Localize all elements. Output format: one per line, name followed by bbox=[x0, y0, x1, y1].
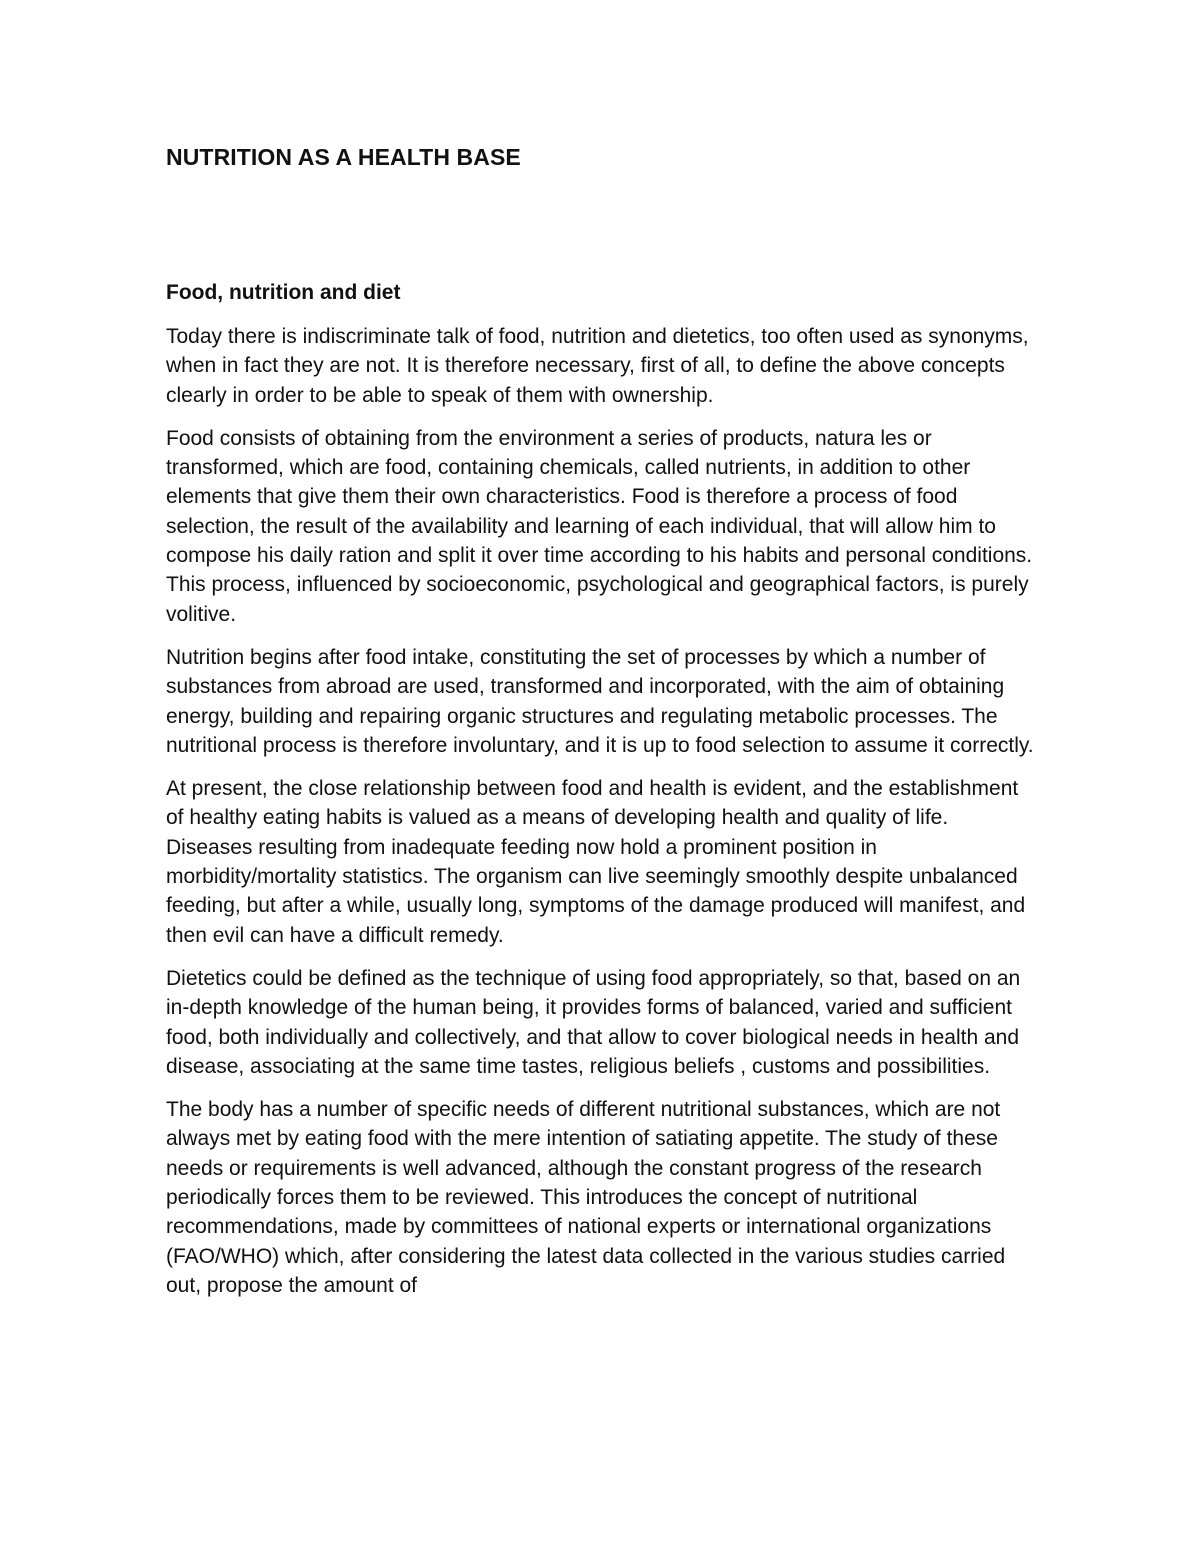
paragraph-nutritional-needs: The body has a number of specific needs of different nutritional substances, which are not always met by eating food with the mere intention of satiating appetite. The study of these needs or requirements is well advanced, although the constant progress of the research periodically forces them to be reviewed. This introduces the concept of nutritional recommendations, made by committees of national experts or international organizations (FAO/WHO) which, after considering the latest data collected in the various studies carried out, propose the amount of bbox=[166, 1098, 1006, 1297]
paragraph-food-and-health: At present, the close relationship between food and health is evident, and the establishment of healthy eating habits is valued as a means of developing health and quality of life. Diseases resulting from inadequate feeding now hold a prominent position in morbidity/mortality statistics. The organism can live seemingly smoothly despite unbalanced feeding, but after a while, usually long, symptoms of the damage produced will manifest, and then evil can have a difficult remedy. bbox=[166, 777, 1026, 947]
paragraph-dietetics: Dietetics could be defined as the technique of using food appropriately, so that, based on an in-depth knowledge of the human being, it provides forms of balanced, varied and sufficient food, both individually and collectively, and that allow to cover biological needs in health and disease, associating at the same time tastes, religious beliefs , customs and possibilities. bbox=[166, 966, 1021, 1078]
document-body bbox=[166, 278, 1036, 1314]
paragraph-food: Food consists of obtaining from the environment a series of products, natura les or transformed, which are food, containing chemicals, called nutrients, in addition to other elements that give them their own characteristics. Food is therefore a process of food selection, the result of the availability and learning of each individual, that will allow him to compose his daily ration and split it over time according to his habits and personal conditions. This process, influenced by socioeconomic, psychological and geographical factors, is purely volitive. bbox=[166, 426, 1033, 626]
section-heading: Food, nutrition and diet bbox=[166, 281, 401, 304]
paragraph-nutrition: Nutrition begins after food intake, constituting the set of processes by which a number of substances from abroad are used, transformed and incorporated, with the aim of obtaining energy, building and repairing organic structures and regulating metabolic processes. The nutritional process is therefore involuntary, and it is up to food selection to assume it correctly. bbox=[166, 645, 1034, 757]
document-title: NUTRITION AS A HEALTH BASE bbox=[166, 144, 521, 170]
paragraph-definitions-intro: Today there is indiscriminate talk of food, nutrition and dietetics, too often used as synonyms, when in fact they are not. It is therefore necessary, first of all, to define the above concepts clearly in order to be able to speak of them with ownership. bbox=[166, 325, 1029, 407]
